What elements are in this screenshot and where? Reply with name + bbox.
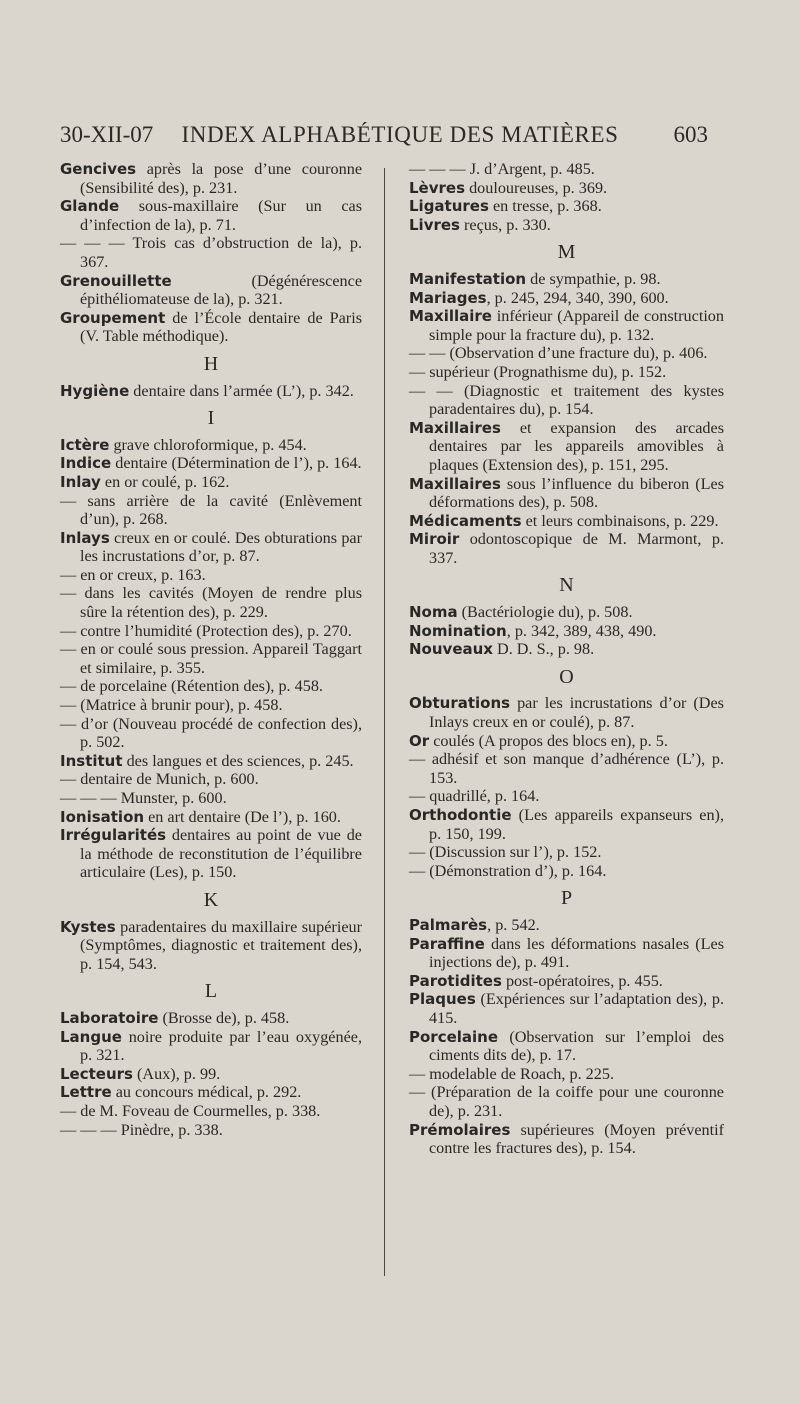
entry-headword: Laboratoire bbox=[60, 1008, 159, 1027]
entry-text: et leurs combinaisons, p. 229. bbox=[521, 511, 719, 530]
index-entry bbox=[60, 1102, 362, 1121]
index-entry bbox=[409, 475, 724, 512]
entry-text: — de M. Foveau de Courmelles, p. 338. bbox=[60, 1101, 321, 1120]
entry-headword: Indice bbox=[60, 454, 112, 473]
entry-headword: Lettre bbox=[60, 1083, 112, 1102]
entry-text: reçus, p. 330. bbox=[459, 215, 551, 234]
entry-text: — (Matrice à brunir pour), p. 458. bbox=[60, 696, 283, 715]
entry-text: — — — Trois cas d’obstruction de la), p. 367. bbox=[60, 234, 362, 271]
entry-text: dentaire (Détermination de l’), p. 164. bbox=[111, 454, 362, 473]
entry-text: , p. 342, 389, 438, 490. bbox=[506, 621, 657, 640]
index-entry bbox=[60, 918, 362, 974]
left-column bbox=[60, 160, 362, 1139]
index-entry bbox=[60, 584, 362, 621]
entry-text: — — (Observation d’une fracture du), p. 406. bbox=[409, 344, 708, 363]
index-entry bbox=[60, 808, 362, 827]
page-header bbox=[60, 118, 708, 152]
entry-headword: Nomination bbox=[409, 621, 507, 640]
index-entry bbox=[60, 529, 362, 566]
entry-text: (Expériences sur l’adaptation des), p. 415. bbox=[429, 990, 724, 1027]
entry-headword: Maxillaires bbox=[409, 418, 501, 437]
entry-text: (Dégénérescence épithéliomateuse de la), p. 321. bbox=[80, 271, 362, 309]
entry-text: — dentaire de Munich, p. 600. bbox=[60, 770, 259, 789]
index-entry bbox=[60, 473, 362, 492]
entry-text: post-opératoires, p. 455. bbox=[501, 971, 663, 990]
entry-headword: Orthodontie bbox=[409, 806, 512, 824]
index-entry bbox=[60, 160, 362, 197]
entry-text: — de porcelaine (Rétention des), p. 458. bbox=[60, 677, 323, 696]
entry-headword: Miroir bbox=[409, 530, 460, 549]
index-entry bbox=[409, 179, 724, 198]
entry-text: coulés (A propos des blocs en), p. 5. bbox=[429, 731, 668, 750]
entry-headword: Manifestation bbox=[409, 269, 527, 288]
entry-headword: Paraffine bbox=[409, 934, 485, 953]
entry-text: — — — Pinèdre, p. 338. bbox=[60, 1120, 223, 1139]
header-title: INDEX ALPHABÉTIQUE DES MATIÈRES bbox=[181, 122, 619, 147]
entry-text: de sympathie, p. 98. bbox=[526, 269, 661, 288]
entry-text: — — — Munster, p. 600. bbox=[60, 789, 227, 807]
entry-text: dentaire dans l’armée (L’), p. 342. bbox=[129, 381, 354, 400]
entry-headword: Ictère bbox=[60, 435, 110, 454]
index-entry bbox=[60, 1083, 362, 1102]
entry-text: dans les déformations nasales (Les injections de), p. 491. bbox=[429, 934, 724, 972]
entry-headword: Noma bbox=[409, 603, 458, 622]
entry-text: de l’École dentaire de Paris (V. Table méthodique). bbox=[80, 308, 362, 346]
entry-text: , p. 542. bbox=[487, 915, 540, 934]
index-entry bbox=[409, 512, 724, 531]
entry-text: , p. 245, 294, 340, 390, 600. bbox=[486, 288, 669, 307]
header-date: 30-XII-07 bbox=[60, 122, 154, 147]
index-entry bbox=[60, 1121, 362, 1140]
index-entry bbox=[60, 436, 362, 455]
section-letter: P bbox=[560, 887, 573, 910]
index-entry bbox=[409, 1028, 724, 1065]
entry-headword: Glande bbox=[60, 197, 120, 216]
entry-text: — d’or (Nouveau procédé de confection des), p. 502. bbox=[60, 714, 362, 752]
entry-text: creux en or coulé. Des obturations par les incrustations d’or, p. 87. bbox=[80, 528, 362, 566]
page-number: 603 bbox=[673, 122, 708, 147]
index-entry bbox=[409, 935, 724, 972]
entry-headword: Plaques bbox=[409, 990, 476, 1009]
section-letter: K bbox=[203, 888, 219, 911]
entry-headword: Nouveaux bbox=[409, 640, 493, 659]
index-entry bbox=[409, 603, 724, 622]
index-entry bbox=[60, 454, 362, 473]
index-entry bbox=[60, 789, 362, 808]
entry-text: (Bactériologie du), p. 508. bbox=[457, 603, 633, 622]
entry-headword: Médicaments bbox=[409, 511, 522, 530]
entry-text: grave chloroformique, p. 454. bbox=[109, 435, 307, 454]
entry-text: — supérieur (Prognathisme du), p. 152. bbox=[409, 362, 667, 381]
index-entry bbox=[60, 715, 362, 752]
index-entry bbox=[60, 826, 362, 882]
column-divider bbox=[384, 168, 385, 1276]
index-entry bbox=[409, 622, 724, 641]
entry-headword: Hygiène bbox=[60, 381, 130, 400]
entry-text: par les incrustations d’or (Des Inlays creux en or coulé), p. 87. bbox=[429, 694, 724, 732]
entry-text: D. D. S., p. 98. bbox=[492, 640, 595, 659]
entry-headword: Inlay bbox=[60, 472, 101, 491]
entry-text: paradentaires du maxillaire supérieur (Symptômes, diagnostic et traitement des), p. 154, 543. bbox=[80, 917, 362, 973]
index-entry bbox=[60, 622, 362, 641]
index-entry bbox=[409, 732, 724, 751]
entry-text: — (Préparation de la coiffe pour une couronne de), p. 231. bbox=[409, 1083, 724, 1120]
index-entry bbox=[409, 750, 724, 787]
entry-text: — sans arrière de la cavité (Enlèvement d’un), p. 268. bbox=[60, 491, 362, 529]
index-entry bbox=[409, 990, 724, 1027]
index-entry bbox=[409, 530, 724, 567]
entry-headword: Lecteurs bbox=[60, 1064, 133, 1083]
index-entry bbox=[409, 270, 724, 289]
entry-headword: Porcelaine bbox=[409, 1027, 499, 1046]
entry-text: — modelable de Roach, p. 225. bbox=[409, 1064, 614, 1083]
index-entry bbox=[409, 419, 724, 475]
entry-text: (Aux), p. 99. bbox=[132, 1064, 221, 1083]
entry-headword: Palmarès bbox=[409, 915, 488, 934]
entry-text: (Observation sur l’emploi des ciments dits de), p. 17. bbox=[429, 1027, 724, 1065]
entry-text: — dans les cavités (Moyen de rendre plus sûre la rétention des), p. 229. bbox=[60, 584, 362, 622]
entry-headword: Inlays bbox=[60, 528, 110, 547]
index-entry bbox=[60, 640, 362, 677]
index-entry bbox=[60, 566, 362, 585]
index-entry bbox=[409, 216, 724, 235]
entry-text: inférieur (Appareil de construction simple pour la fracture du), p. 132. bbox=[429, 307, 724, 344]
index-entry bbox=[409, 843, 724, 862]
entry-text: dentaires au point de vue de la méthode de reconstitution de l’équilibre articulaire (Les), p. 150. bbox=[80, 826, 362, 882]
entry-text: — adhésif et son manque d’adhérence (L’), p. 153. bbox=[409, 750, 724, 787]
entry-text: — en or creux, p. 163. bbox=[60, 565, 206, 584]
entry-text: après la pose d’une couronne (Sensibilité des), p. 231. bbox=[80, 160, 362, 197]
index-entry bbox=[409, 1083, 724, 1120]
entry-headword: Prémolaires bbox=[409, 1120, 511, 1139]
index-entry bbox=[409, 640, 724, 659]
entry-headword: Parotidites bbox=[409, 971, 502, 990]
index-entry bbox=[60, 234, 362, 271]
index-entry bbox=[60, 382, 362, 401]
index-entry bbox=[60, 752, 362, 771]
index-entry bbox=[60, 309, 362, 346]
entry-text: au concours médical, p. 292. bbox=[111, 1083, 302, 1102]
index-entry bbox=[409, 1065, 724, 1084]
index-entry bbox=[409, 289, 724, 308]
entry-text: noire produite par l’eau oxygénée, p. 321. bbox=[80, 1027, 362, 1065]
entry-headword: Kystes bbox=[60, 917, 116, 936]
entry-text: — — — J. d’Argent, p. 485. bbox=[409, 160, 595, 178]
index-entry bbox=[409, 382, 724, 419]
index-entry bbox=[409, 160, 724, 179]
entry-headword: Or bbox=[409, 731, 430, 750]
entry-text: (Les appareils expanseurs en), p. 150, 199. bbox=[429, 806, 724, 843]
entry-text: (Brosse de), p. 458. bbox=[158, 1008, 290, 1027]
section-letter: L bbox=[204, 980, 218, 1003]
index-entry bbox=[409, 806, 724, 843]
index-entry bbox=[409, 363, 724, 382]
entry-text: des langues et des sciences, p. 245. bbox=[122, 751, 354, 770]
entry-headword: Lèvres bbox=[409, 178, 466, 197]
entry-text: en tresse, p. 368. bbox=[488, 197, 602, 216]
entry-text: — (Démonstration d’), p. 164. bbox=[409, 861, 607, 880]
index-entry bbox=[60, 1065, 362, 1084]
index-entry bbox=[409, 1121, 724, 1158]
entry-headword: Livres bbox=[409, 215, 460, 234]
section-letter: I bbox=[207, 407, 215, 430]
index-entry bbox=[60, 492, 362, 529]
entry-text: en art dentaire (De l’), p. 160. bbox=[144, 807, 341, 826]
entry-headword: Grenouillette bbox=[60, 271, 172, 290]
index-entry bbox=[60, 272, 362, 309]
index-entry bbox=[60, 770, 362, 789]
entry-text: — (Discussion sur l’), p. 152. bbox=[409, 843, 602, 862]
index-entry bbox=[60, 1028, 362, 1065]
index-entry bbox=[60, 197, 362, 234]
section-letter: N bbox=[559, 574, 574, 597]
entry-headword: Mariages bbox=[409, 288, 487, 307]
entry-headword: Obturations bbox=[409, 694, 511, 713]
index-entry bbox=[409, 307, 724, 344]
section-letter: M bbox=[557, 241, 576, 264]
entry-text: douloureuses, p. 369. bbox=[465, 178, 608, 197]
index-entry bbox=[409, 694, 724, 731]
index-entry bbox=[409, 787, 724, 806]
right-column bbox=[409, 160, 724, 1158]
entry-headword: Groupement bbox=[60, 308, 166, 327]
index-entry bbox=[409, 972, 724, 991]
entry-headword: Langue bbox=[60, 1027, 122, 1046]
entry-text: odontoscopique de M. Marmont, p. 337. bbox=[429, 530, 724, 567]
index-entry bbox=[409, 862, 724, 881]
index-entry bbox=[409, 344, 724, 363]
entry-headword: Ligatures bbox=[409, 197, 489, 216]
index-entry bbox=[409, 916, 724, 935]
section-letter: O bbox=[559, 665, 574, 688]
entry-text: en or coulé, p. 162. bbox=[100, 472, 230, 491]
entry-text: sous-maxillaire (Sur un cas d’infection de la), p. 71. bbox=[80, 197, 362, 234]
index-entry bbox=[409, 197, 724, 216]
entry-text: sous l’influence du biberon (Les déformations des), p. 508. bbox=[429, 474, 724, 512]
index-entry bbox=[60, 696, 362, 715]
entry-text: — en or coulé sous pression. Appareil Taggart et similaire, p. 355. bbox=[60, 640, 362, 677]
index-entry bbox=[60, 1009, 362, 1028]
entry-headword: Maxillaire bbox=[409, 307, 492, 326]
entry-text: — — (Diagnostic et traitement des kystes paradentaires du), p. 154. bbox=[409, 381, 724, 419]
entry-headword: Maxillaires bbox=[409, 474, 501, 493]
entry-text: et expansion des arcades dentaires par les appareils amovibles à plaques (Extension des), p. 151, 295. bbox=[429, 418, 724, 474]
entry-headword: Institut bbox=[60, 751, 123, 770]
entry-headword: Ionisation bbox=[60, 807, 145, 826]
entry-headword: Irrégularités bbox=[60, 826, 167, 845]
index-entry bbox=[60, 677, 362, 696]
section-letter: H bbox=[203, 352, 219, 375]
entry-text: supérieures (Moyen préventif contre les fractures des), p. 154. bbox=[429, 1120, 724, 1158]
entry-headword: Gencives bbox=[60, 160, 137, 178]
entry-text: — contre l’humidité (Protection des), p. 270. bbox=[60, 621, 352, 640]
entry-text: — quadrillé, p. 164. bbox=[409, 787, 540, 806]
